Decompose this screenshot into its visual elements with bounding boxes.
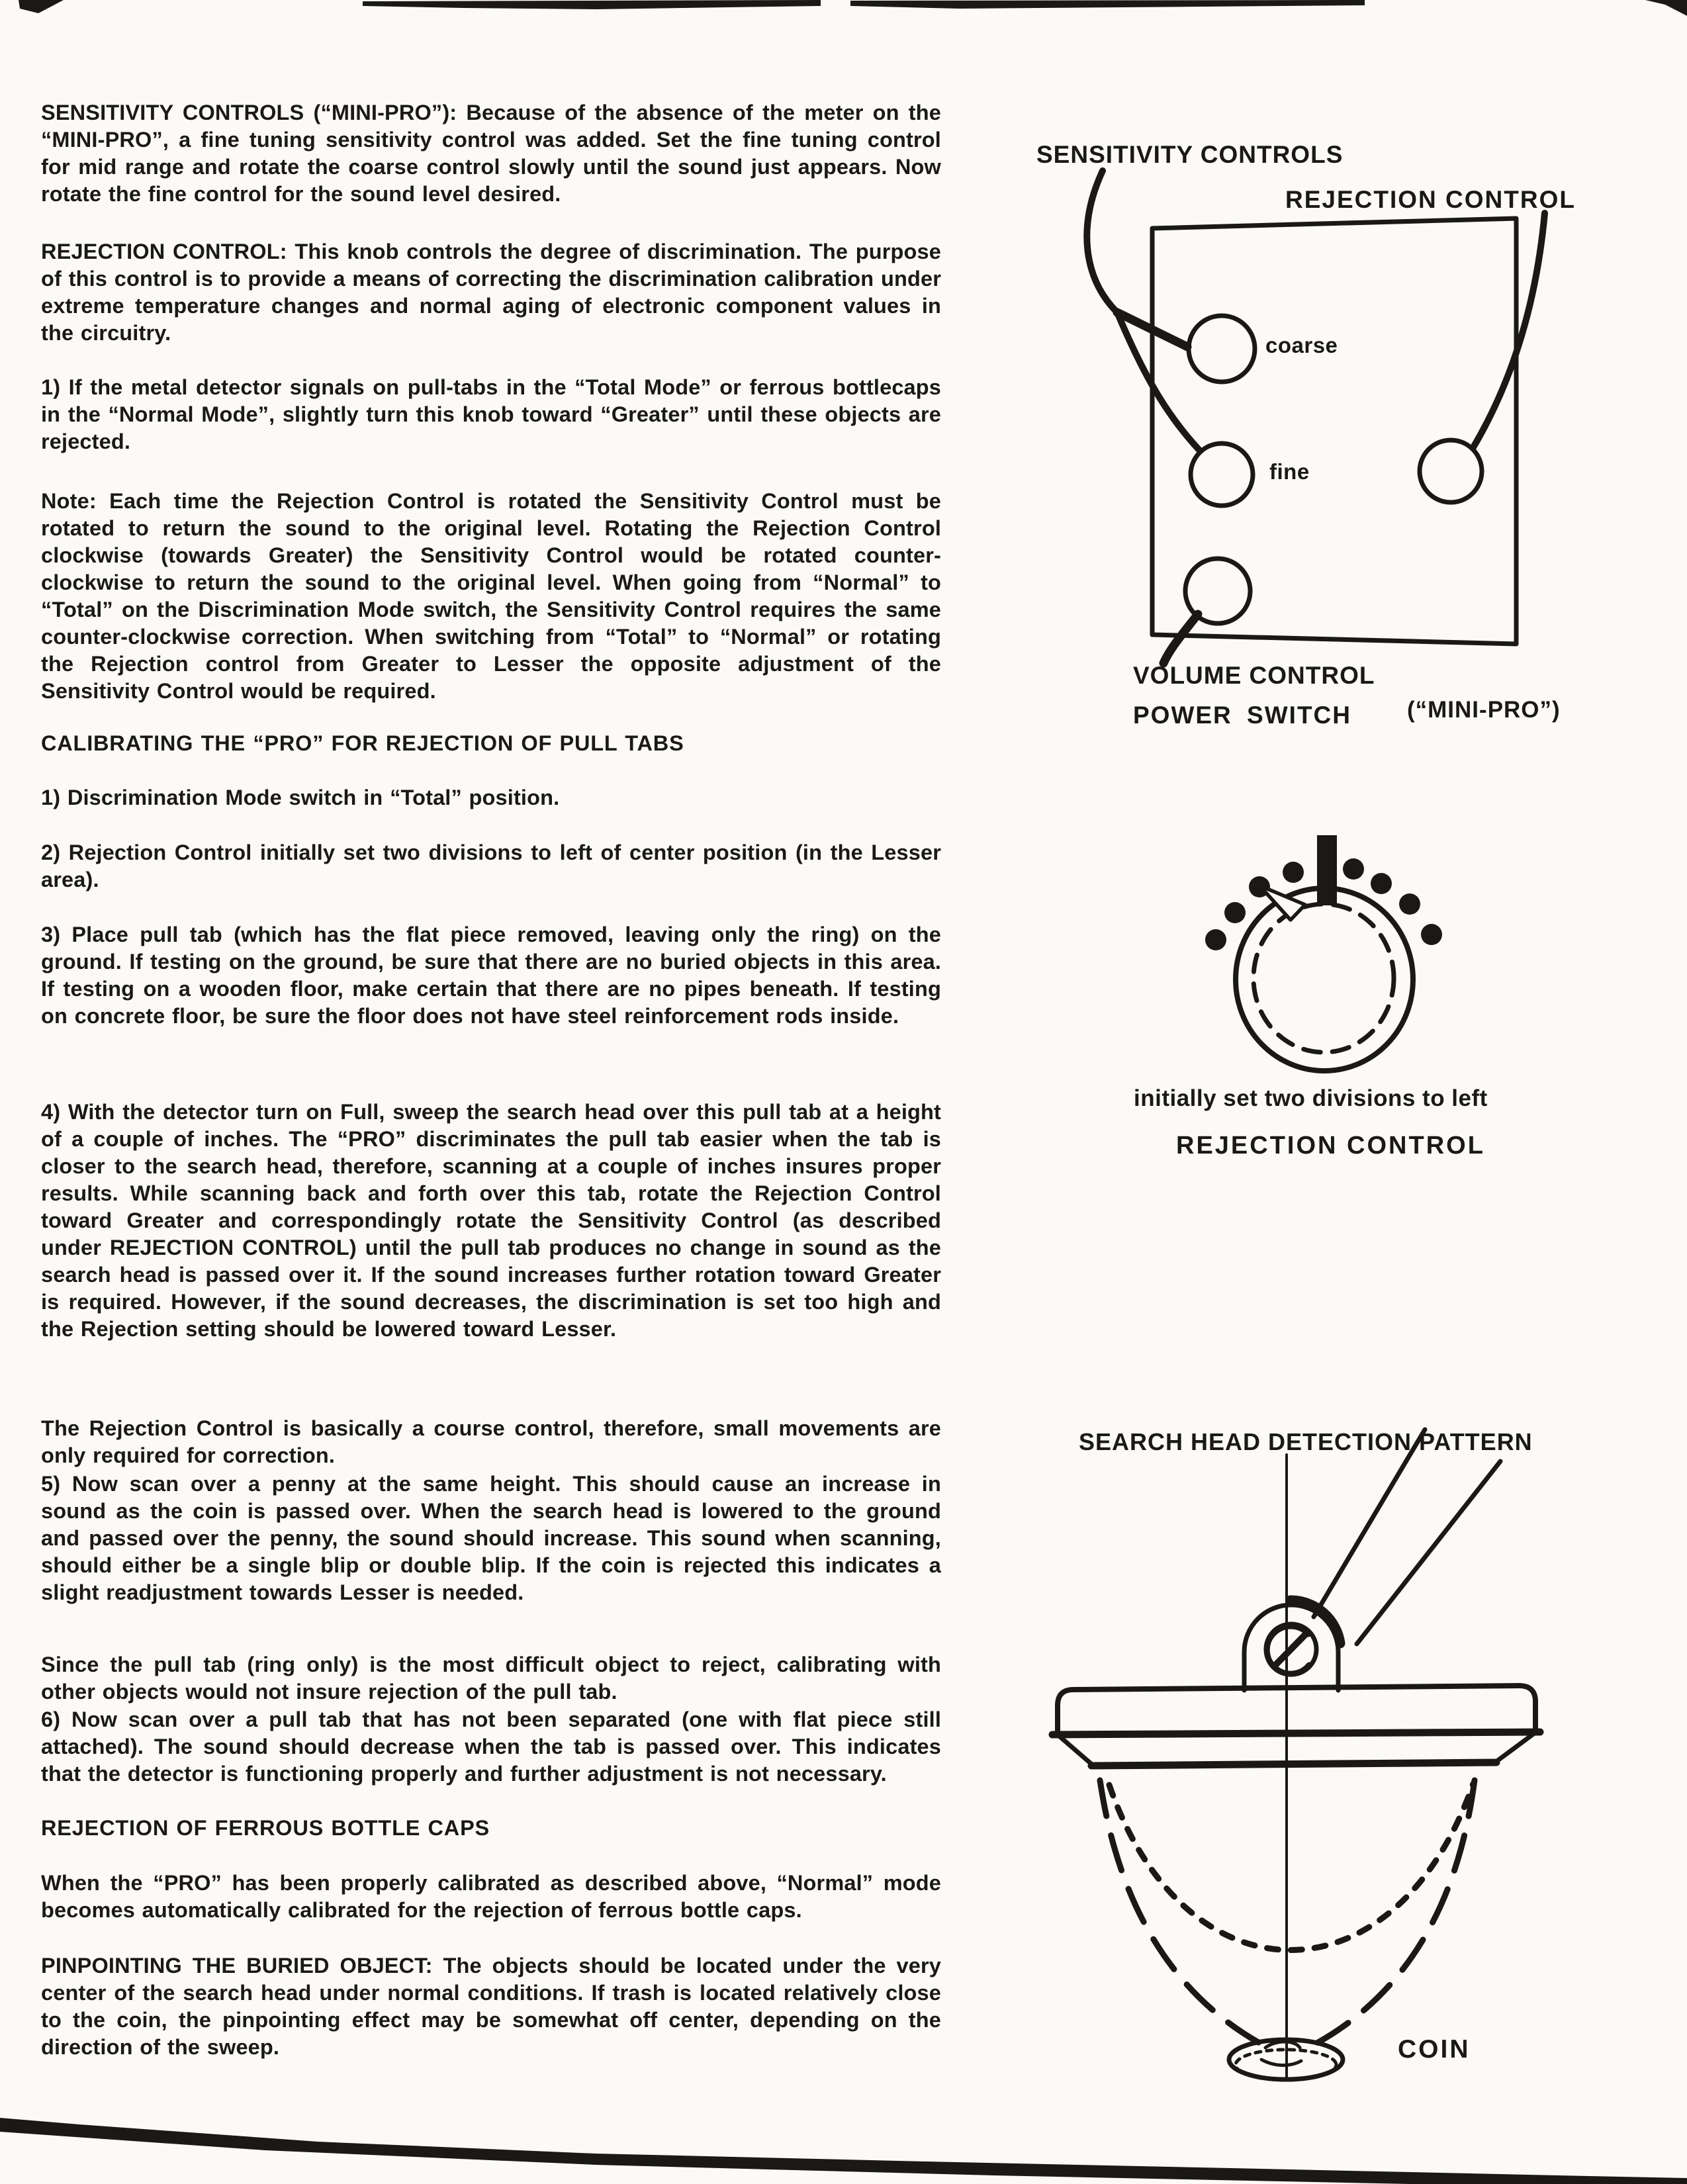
volume-leader-line xyxy=(1163,614,1198,663)
dial-tick-dot xyxy=(1371,873,1392,894)
para-note: Note: Each time the Rejection Control is rotated the Sensitivity Control must be rotated to return the sound to the original level. Rotating the Rejection Control clockwise (towards Greater) the Sensitivity Control would be rotated counter-clockwise to return the sound to the original level. When going from “Normal” to “Total” on the Discrimination Mode switch, the Sensitivity Control requires the same counter-clockwise correction. When switching from “Total” to “Normal” or rotating the Rejection control from Greater to Lesser the opposite adjustment of the Sensitivity Control would be required. xyxy=(41,489,941,703)
volume-control-label: VOLUME CONTROL xyxy=(1133,662,1375,689)
dial-tick-dot xyxy=(1399,893,1420,915)
dial-knob-outline xyxy=(1236,888,1413,1071)
para-step-5: 5) Now scan over a penny at the same height. This should cause an increase in sound as the coin is passed over. When the search head is lowered to the ground and passed over the penny, the sound should increase. This sound when scanning, should either be a single blip or double blip. If the coin is rejected this indicates a slight readjustment towards Lesser is needed. xyxy=(41,1472,941,1604)
coin-label: COIN xyxy=(1398,2035,1471,2064)
scan-artifact-bottom-band xyxy=(0,2118,1687,2184)
panel-title-label: SENSITIVITY CONTROLS xyxy=(1036,141,1344,168)
coin-face-detail xyxy=(1261,2042,1301,2066)
para-pinpointing: PINPOINTING THE BURIED OBJECT: The objects should be located under the very center of the search head under normal conditions. If trash is located relatively close to the coin, the pinpointing effect may be somewhat off center, depending on the direction of the sweep. xyxy=(41,1954,941,2059)
heading-ferrous-caps: REJECTION OF FERROUS BOTTLE CAPS xyxy=(41,1816,490,1840)
coarse-knob xyxy=(1189,316,1255,382)
search-head-bottom-line xyxy=(1091,1762,1496,1766)
panel-rejection-label: REJECTION CONTROL xyxy=(1285,186,1576,213)
detection-pattern-inner-dotted xyxy=(1109,1784,1473,1950)
dial-tick-dot xyxy=(1224,902,1246,923)
search-head-top-slab xyxy=(1058,1686,1535,1733)
detection-pattern-title: SEARCH HEAD DETECTION PATTERN xyxy=(1079,1428,1533,1455)
pivot-bolt-slot xyxy=(1275,1633,1307,1666)
dial-caption-label: initially set two divisions to left xyxy=(1134,1085,1488,1111)
para-item-1-signals: 1) If the metal detector signals on pull-tabs in the “Total Mode” or ferrous bottlecaps in the “Normal Mode”, slightly turn this knob toward “Greater” until these objects are rejected. xyxy=(41,375,941,453)
dial-tick-dot xyxy=(1343,858,1364,880)
search-head-right-slant xyxy=(1495,1732,1536,1762)
coarse-knob-label: coarse xyxy=(1265,333,1338,357)
para-rejection-control: REJECTION CONTROL: This knob controls the degree of discrimination. The purpose of this control is to provide a means of correcting the discrimination calibration under extreme temperature changes and normal aging of electronic component values in the circuitry. xyxy=(41,240,941,345)
heading-calibrating: CALIBRATING THE “PRO” FOR REJECTION OF PULL TABS xyxy=(41,731,684,755)
scan-artifact-corner-left xyxy=(19,0,64,13)
panel-outline xyxy=(1152,218,1516,644)
fine-knob-label: fine xyxy=(1269,459,1310,484)
search-head-left-slant xyxy=(1058,1735,1093,1765)
dial-tick-dot xyxy=(1283,862,1304,883)
search-shaft-upper-line xyxy=(1314,1430,1425,1617)
power-switch-label: POWER SWITCH xyxy=(1133,702,1351,729)
para-step-2: 2) Rejection Control initially set two divisions to left of center position (in the Lesser area). xyxy=(41,841,941,891)
para-step-4: 4) With the detector turn on Full, sweep the search head over this pull tab at a height of a couple of inches. The “PRO” discriminates the pull tab easier when the tab is closer to the search head, therefore, scanning at a couple of inches insures proper results. While scanning back and forth over this tab, rotate the Rejection Control toward Greater and correspondingly rotate the Sensitivity Control (as described under REJECTION CONTROL) until the pull tab produces no change in sound as the search head is passed over it. If the sound increases further rotation toward Greater is required. However, if the sound decreases, the discrimination is set too high and the Rejection setting should be lowered toward Lesser. xyxy=(41,1100,941,1341)
search-shaft-lower-line xyxy=(1357,1461,1500,1644)
para-step-3: 3) Place pull tab (which has the flat piece removed, leaving only the ring) on the ground. If testing on the ground, be sure that there are no buried objects in this area. If testing on a wooden floor, make certain that there are no pipes beneath. If testing on concrete floor, be sure the floor does not have steel reinforcement rods inside. xyxy=(41,923,941,1028)
dial-tick-dot xyxy=(1421,924,1442,945)
rejection-leader-line xyxy=(1473,213,1545,447)
para-sensitivity-controls: SENSITIVITY CONTROLS (“MINI-PRO”): Because of the absence of the meter on the “MINI-PRO”, a fine tuning sensitivity control was added. Set the fine tuning control for mid range and rotate the coarse control slowly until the sound just appears. Now rotate the fine control for the sound level desired. xyxy=(41,101,941,206)
para-since-pull-tab: Since the pull tab (ring only) is the most difficult object to reject, calibrating with other objects would not insure rejection of the pull tab. xyxy=(41,1653,941,1704)
detection-pattern-outer-right xyxy=(1316,1780,1475,2044)
dial-knob-inner-dashed xyxy=(1254,904,1394,1052)
para-step-1: 1) Discrimination Mode switch in “Total” position. xyxy=(41,786,560,809)
sensitivity-leader-line xyxy=(1087,171,1117,312)
dial-tick-dot xyxy=(1205,929,1226,950)
scan-artifact-top-streak xyxy=(363,0,821,9)
scan-artifact-corner-right xyxy=(1645,0,1687,16)
search-head-mid-line xyxy=(1052,1732,1540,1735)
para-course-control: The Rejection Control is basically a course control, therefore, small movements are only required for correction. xyxy=(41,1416,941,1467)
para-normal-mode: When the “PRO” has been properly calibrated as described above, “Normal” mode becomes automatically calibrated for the rejection of ferrous bottle caps. xyxy=(41,1871,941,1922)
scan-artifact-top-streak xyxy=(850,0,1365,9)
dial-center-marker xyxy=(1317,835,1337,905)
mini-pro-model-label: (“MINI-PRO”) xyxy=(1407,697,1561,723)
para-step-6: 6) Now scan over a pull tab that has not been separated (one with flat piece still attached). The sound should decrease when the tab is passed over. This indicates that the detector is functioning properly and further adjustment is not necessary. xyxy=(41,1707,941,1786)
dial-rejection-label: REJECTION CONTROL xyxy=(1176,1132,1485,1160)
